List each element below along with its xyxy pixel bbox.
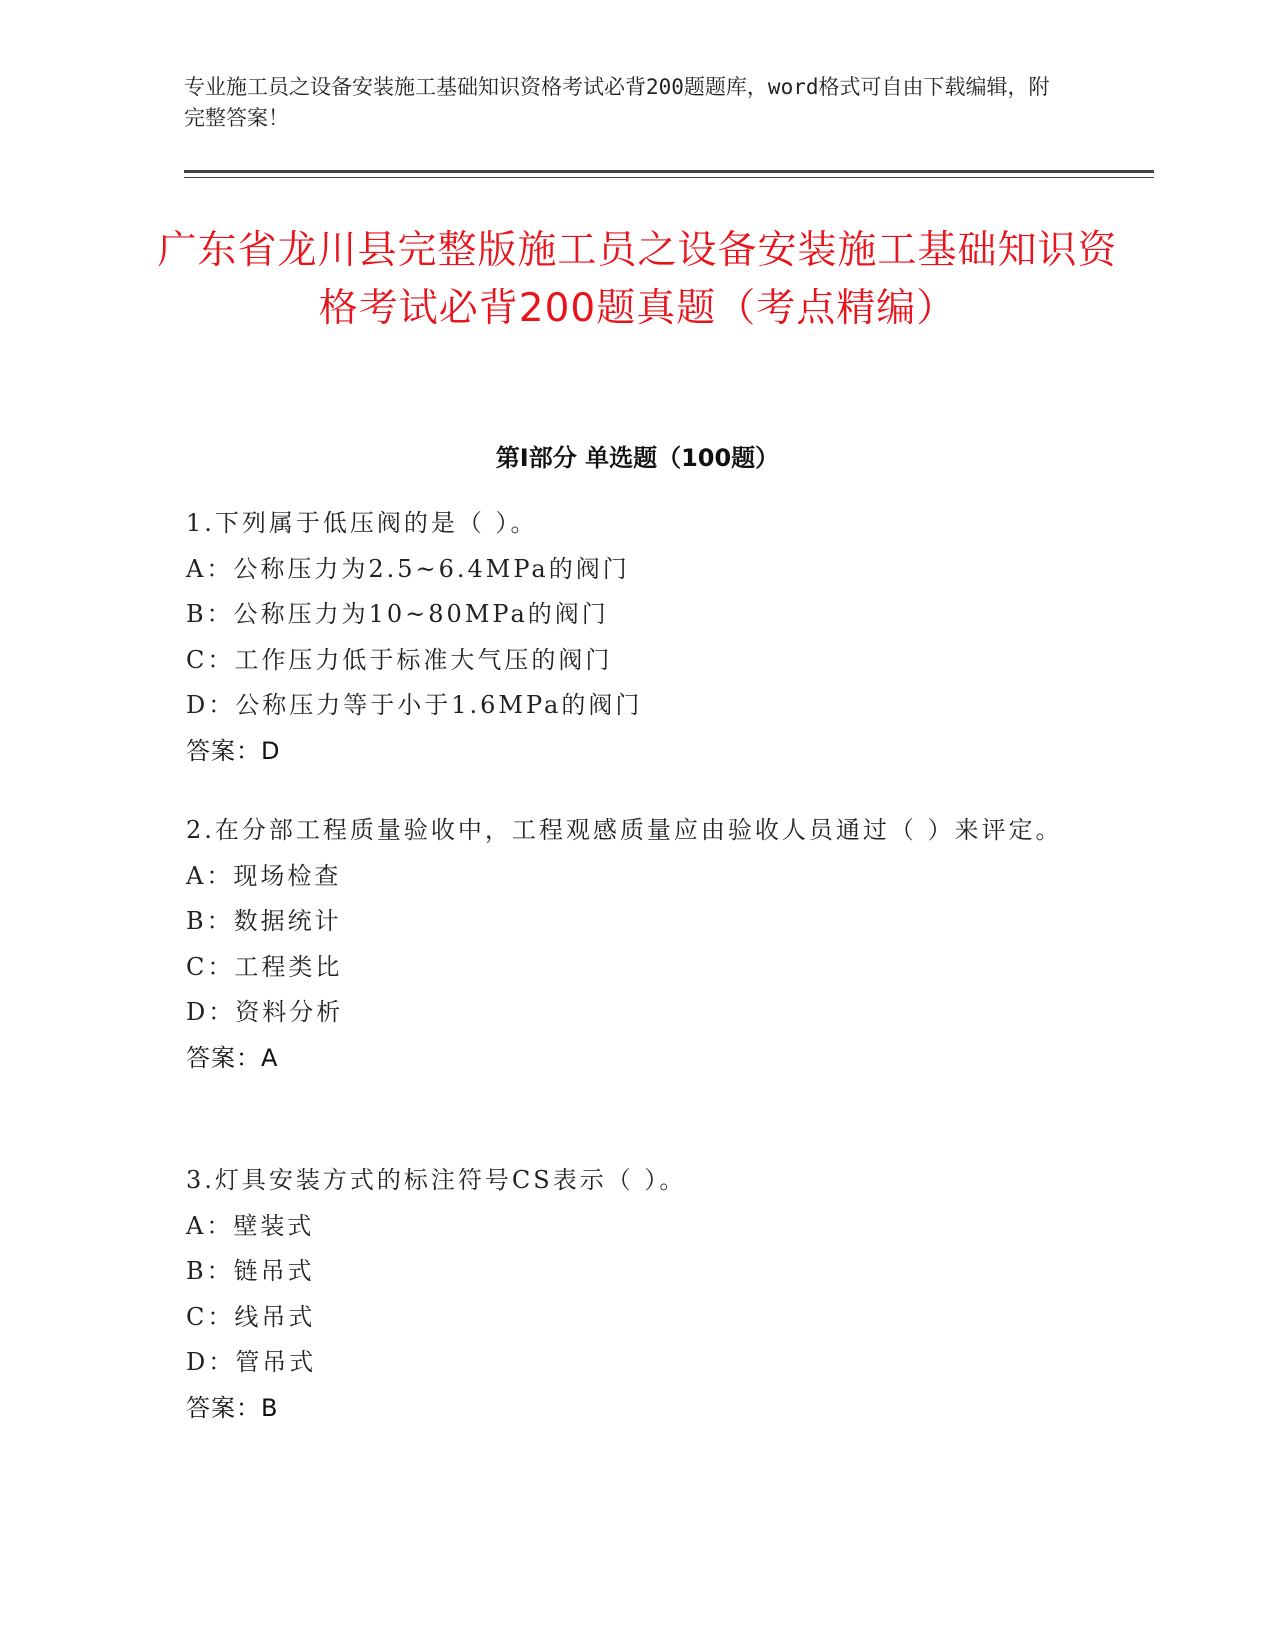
question-text: 2.在分部工程质量验收中，工程观感质量应由验收人员通过（ ）来评定。 xyxy=(186,816,1063,844)
option-a: A：壁装式 xyxy=(186,1211,315,1240)
question-2 xyxy=(186,808,1086,1081)
document-title: 广东省龙川县完整版施工员之设备安装施工基础知识资格考试必背200题真题（考点精编） xyxy=(157,228,1118,331)
header-rule-thick xyxy=(184,170,1154,173)
option-a: A：现场检查 xyxy=(186,861,342,890)
answer: 答案：B xyxy=(186,1393,279,1422)
option-b: B：数据统计 xyxy=(186,907,342,935)
option-d: D：资料分析 xyxy=(186,998,344,1026)
option-d: D：公称压力等于小于1.6MPa的阀门 xyxy=(186,691,643,719)
question-text: 1.下列属于低压阀的是（ ）。 xyxy=(186,509,538,537)
section-heading: 第Ⅰ部分 单选题（100题） xyxy=(495,444,780,472)
option-c: C：工程类比 xyxy=(186,952,343,981)
question-3 xyxy=(186,1158,1086,1431)
header-note: 专业施工员之设备安装施工基础知识资格考试必背200题题库，word格式可自由下载编辑，附完整答案！ xyxy=(184,75,1050,130)
question-1 xyxy=(186,501,1086,774)
answer: 答案：D xyxy=(186,736,281,765)
option-c: C：线吊式 xyxy=(186,1302,316,1331)
option-a: A：公称压力为2.5~6.4MPa的阀门 xyxy=(186,554,630,583)
option-c: C：工作压力低于标准大气压的阀门 xyxy=(186,645,613,674)
option-d: D：管吊式 xyxy=(186,1348,317,1376)
header-rule-thin xyxy=(184,177,1154,178)
answer: 答案：A xyxy=(186,1043,279,1072)
option-b: B：公称压力为10~80MPa的阀门 xyxy=(186,600,609,628)
question-text: 3.灯具安装方式的标注符号CS表示（ ）。 xyxy=(186,1166,687,1194)
option-b: B：链吊式 xyxy=(186,1257,315,1285)
